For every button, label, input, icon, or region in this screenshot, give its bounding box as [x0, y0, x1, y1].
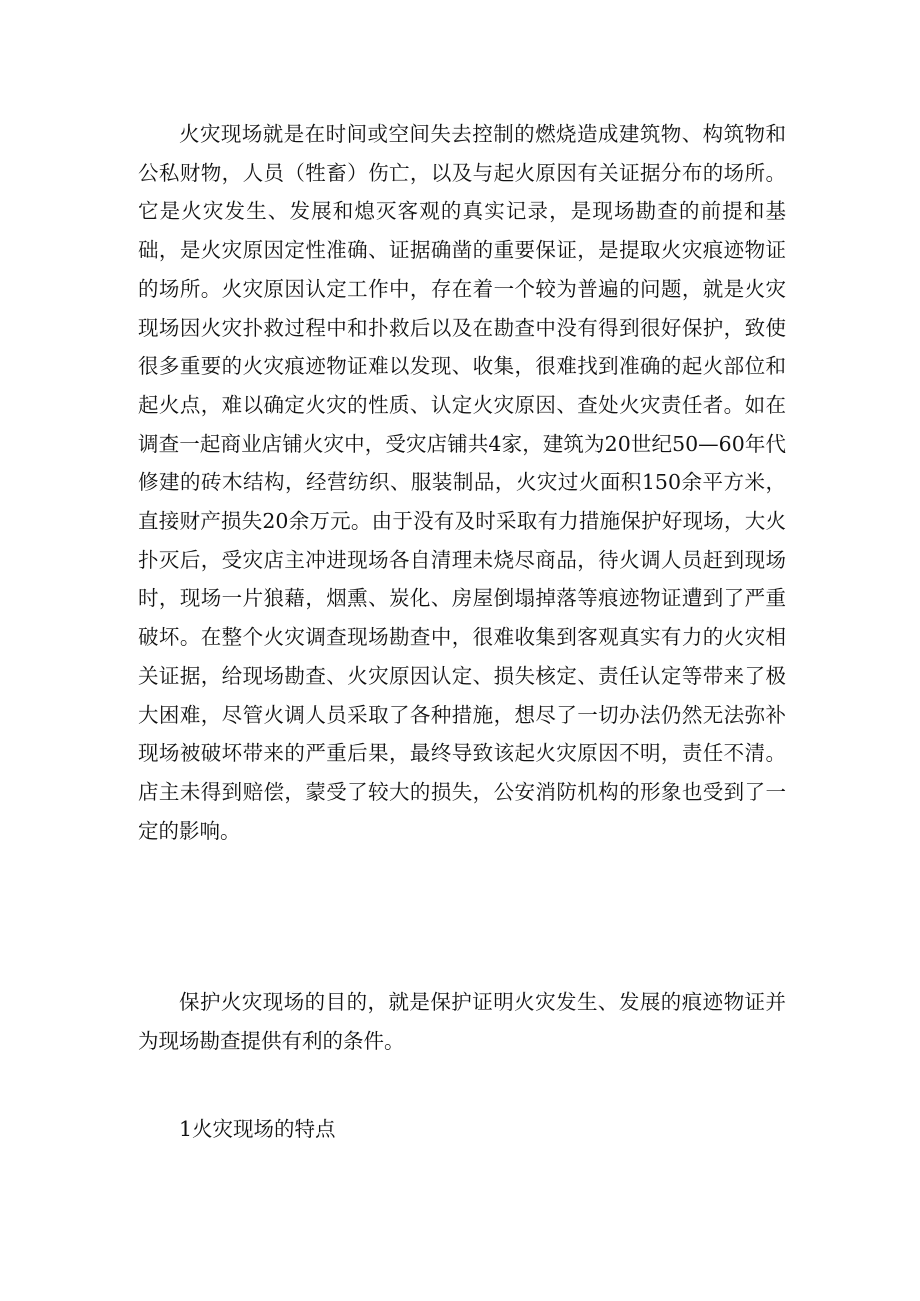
body-paragraph-fire-scene-definition: 火灾现场就是在时间或空间失去控制的燃烧造成建筑物、构筑物和公私财物，人员（牲畜）伤亡，以及与起火原因有关证据分布的场所。它是火灾发生、发展和熄灭客观的真实记录，是现场勘查的前提和基础，是火灾原因定性准确、证据确凿的重要保证，是提取火灾痕迹物证的场所。火灾原因认定工作中，存在着一个较为普遍的问题，就是火灾现场因火灾扑救过程中和扑救后以及在勘查中没有得到很好保护，致使很多重要的火灾痕迹物证难以发现、收集，很难找到准确的起火部位和起火点，难以确定火灾的性质、认定火灾原因、查处火灾责任者。如在调查一起商业店铺火灾中，受灾店铺共4家，建筑为20世纪50—60年代修建的砖木结构，经营纺织、服装制品，火灾过火面积150余平方米，直接财产损失20余万元。由于没有及时采取有力措施保护好现场，大火扑灭后，受灾店主冲进现场各自清理未烧尽商品，待火调人员赶到现场时，现场一片狼藉，烟熏、炭化、房屋倒塌掉落等痕迹物证遭到了严重破坏。在整个火灾调查现场勘查中，很难收集到客观真实有力的火灾相关证据，给现场勘查、火灾原因认定、损失核定、责任认定等带来了极大困难，尽管火调人员采取了各种措施，想尽了一切办法仍然无法弥补现场被破坏带来的严重后果，最终导致该起火灾原因不明，责任不清。店主未得到赔偿，蒙受了较大的损失，公安消防机构的形象也受到了一定的影响。	[138, 122, 786, 843]
section-heading: 1火灾现场的特点	[179, 1117, 336, 1141]
body-paragraph-protection-purpose: 保护火灾现场的目的，就是保护证明火灾发生、发展的痕迹物证并为现场勘查提供有利的条件。	[138, 990, 786, 1053]
